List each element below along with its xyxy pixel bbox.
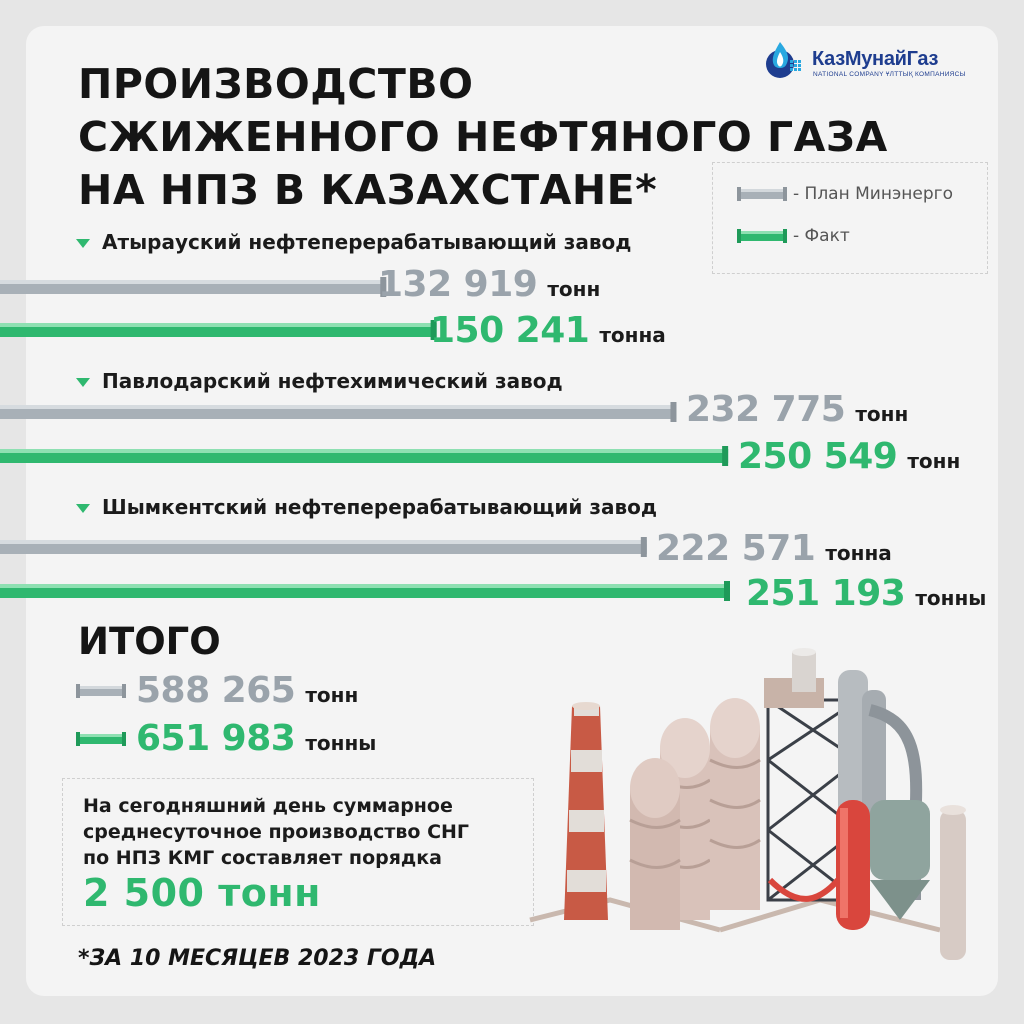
title-line-2: СЖИЖЕННОГО НЕФТЯНОГО ГАЗА: [78, 113, 888, 161]
daily-production-note: [62, 778, 534, 926]
note-daily-value: 2 500 тонн: [83, 871, 321, 915]
bar-plan-pavlodar: [0, 402, 676, 422]
logo-name: КазМунайГаз: [812, 48, 939, 70]
total-fact-unit: тонны: [305, 731, 377, 755]
unit-plan-pavlodar: тонн: [855, 402, 909, 426]
total-plan-unit: тонн: [305, 683, 359, 707]
total-fact-value: 651 983: [136, 718, 296, 759]
plant-name-atyrau: Атырауский нефтеперерабатывающий завод: [102, 230, 632, 254]
value-label-plan-atyrau: [378, 264, 600, 305]
bar-plan-shymkent: [0, 537, 647, 557]
gray-pipe-icon: [76, 681, 126, 701]
logo-subtitle: NATIONAL COMPANY ҰЛТТЫҚ КОМПАНИЯСЫ: [813, 71, 966, 78]
unit-fact-pavlodar: тонн: [907, 449, 961, 473]
refinery-plant-illustration-icon: [520, 630, 990, 990]
value-plan-pavlodar: 232 775: [686, 389, 846, 430]
note-line-2: среднесуточное производство СНГ: [83, 821, 470, 843]
legend-plan-label: - План Минэнерго: [793, 184, 953, 204]
bar-fact-shymkent: [0, 581, 730, 601]
title-line-3: НА НПЗ В КАЗАХСТАНЕ*: [78, 166, 658, 214]
green-pipe-icon: [76, 729, 126, 749]
note-text: [83, 793, 469, 871]
value-plan-atyrau: 132 919: [378, 264, 538, 305]
bar-fact-pavlodar: [0, 446, 728, 466]
footnote: *ЗА 10 МЕСЯЦЕВ 2023 ГОДА: [78, 946, 437, 971]
legend-fact-label: - Факт: [793, 226, 850, 246]
plant-name-shymkent: Шымкентский нефтеперерабатывающий завод: [102, 495, 658, 519]
value-label-plan-pavlodar: [686, 389, 908, 430]
unit-plan-atyrau: тонн: [547, 277, 601, 301]
note-line-1: На сегодняшний день суммарное: [83, 795, 453, 817]
total-plan: [136, 670, 358, 711]
value-label-fact-atyrau: [430, 310, 666, 351]
value-fact-atyrau: 150 241: [430, 310, 590, 351]
value-fact-shymkent: 251 193: [746, 573, 906, 614]
unit-plan-shymkent: тонна: [825, 541, 892, 565]
value-plan-shymkent: 222 571: [656, 528, 816, 569]
total-heading: ИТОГО: [78, 620, 221, 663]
plant-name-pavlodar: Павлодарский нефтехимический завод: [102, 369, 563, 393]
unit-fact-shymkent: тонны: [915, 586, 987, 610]
total-fact: [136, 718, 376, 759]
value-label-fact-pavlodar: [738, 436, 960, 477]
value-label-plan-shymkent: [656, 528, 892, 569]
title-line-1: ПРОИЗВОДСТВО: [78, 60, 474, 108]
unit-fact-atyrau: тонна: [599, 323, 666, 347]
value-label-fact-shymkent: [746, 573, 986, 614]
value-fact-pavlodar: 250 549: [738, 436, 898, 477]
bar-fact-atyrau: [0, 320, 437, 340]
bar-plan-atyrau: [0, 277, 386, 297]
total-plan-value: 588 265: [136, 670, 296, 711]
note-line-3: по НПЗ КМГ составляет порядка: [83, 847, 442, 869]
